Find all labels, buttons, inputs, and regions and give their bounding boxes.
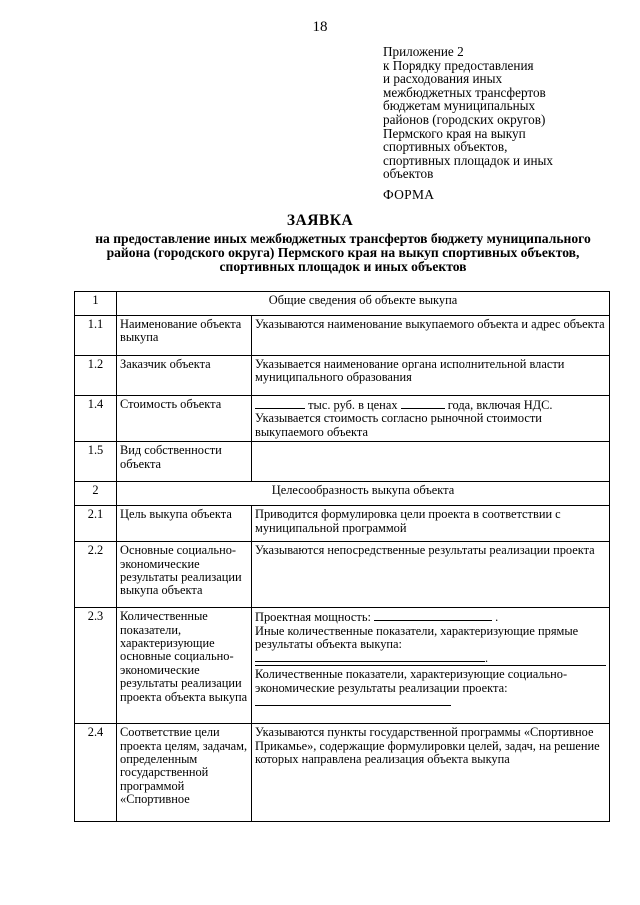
row-description: Указываются наименование выкупаемого объекта и адрес объекта [252,316,610,356]
blank-line [255,695,451,706]
row-description: Указываются пункты государственной программы «Спортивное Прикамье», содержащие формулировки целей, задач, на решение которых направлена реализация объекта выкупа [252,724,610,822]
appendix-line: спортивных площадок и иных [383,152,553,168]
capacity-line: Проектная мощность: . [255,610,499,625]
row-number: 1.1 [75,316,117,356]
table-row [75,442,610,482]
table-row [75,396,610,442]
row-description: Указываются непосредственные результаты реализации проекта [252,542,610,608]
blank-line [374,610,492,621]
other-indicators: Иные количественные показатели, характеризующие прямые результаты объекта выкупа: [255,623,579,652]
divider [255,665,606,666]
blank-line [401,398,445,409]
application-table [74,291,610,822]
document-title: ЗАЯВКА [286,212,354,229]
table-row [75,316,610,356]
row-name: Цель выкупа объекта [117,506,252,542]
appendix-line: к Порядку предоставления [383,57,534,73]
row-name: Соответствие цели проекта целям, задачам, определенным государственной программой «Спортивное [117,724,252,822]
row-name: Количественные показатели, характеризующие основные социально-экономические результаты реализации проекта объекта выкупа [117,608,252,724]
row-number: 2.4 [75,724,117,822]
appendix-line: районов (городских округов) [383,111,546,127]
appendix-line: Пермского края на выкуп [383,125,526,141]
document-subtitle: на предоставление иных межбюджетных трансфертов бюджету муниципального района (городского округа) Пермского края на выкуп спортивных объектов, спортивных площадок и иных объектов [95,231,591,275]
table-row [75,356,610,396]
appendix-line: Приложение 2 [383,44,464,59]
table-row [75,608,610,724]
cost-text: тыс. руб. в ценах [308,398,398,412]
table-row [75,724,610,822]
capacity-label: Проектная мощность: [255,610,371,625]
blank-line [255,651,485,662]
appendix-header [383,45,623,181]
row-description: Приводится формулировка цели проекта в соответствии с муниципальной программой [252,506,610,542]
appendix-line: объектов [383,166,434,182]
row-number: 2.2 [75,542,117,608]
row-number: 2.3 [75,608,117,724]
row-number: 1.5 [75,442,117,482]
row-description [252,396,610,442]
social-indicators: Количественные показатели, характеризующие социально-экономические результаты реализации проекта: [255,667,568,695]
section-title: Общие сведения об объекте выкупа [117,292,610,316]
row-name: Основные социально-экономические результаты реализации выкупа объекта [117,542,252,608]
section-title: Целесообразность выкупа объекта [117,482,610,506]
row-number: 1.2 [75,356,117,396]
blank-line [255,398,305,409]
row-number: 2.1 [75,506,117,542]
table-row [75,506,610,542]
table-row [75,542,610,608]
appendix-line: спортивных объектов, [383,139,508,155]
section-row [75,482,610,506]
form-label: ФОРМА [383,187,435,202]
appendix-line: бюджетам муниципальных [383,98,536,114]
row-name: Наименование объекта выкупа [117,316,252,356]
row-number: 1 [75,292,117,316]
row-name: Стоимость объекта [117,396,252,442]
appendix-line: межбюджетных трансфертов [383,84,546,100]
cost-note: Указывается стоимость согласно рыночной стоимости выкупаемого объекта [255,411,542,439]
row-description [252,442,610,482]
row-number: 2 [75,482,117,506]
cost-year-text: года, включая НДС. [447,398,553,412]
row-description: Проектная мощность: . Иные количественные показатели, характеризующие прямые результаты объекта выкупа: . Количественные показатели, характеризующие социально-экономические результаты реализации проекта: [252,608,610,724]
section-row [75,292,610,316]
appendix-line: и расходования иных [383,71,503,87]
row-number: 1.4 [75,396,117,442]
row-name: Вид собственности объекта [117,442,252,482]
row-description: Указывается наименование органа исполнительной власти муниципального образования [252,356,610,396]
page-number: 18 [312,19,328,35]
row-name: Заказчик объекта [117,356,252,396]
